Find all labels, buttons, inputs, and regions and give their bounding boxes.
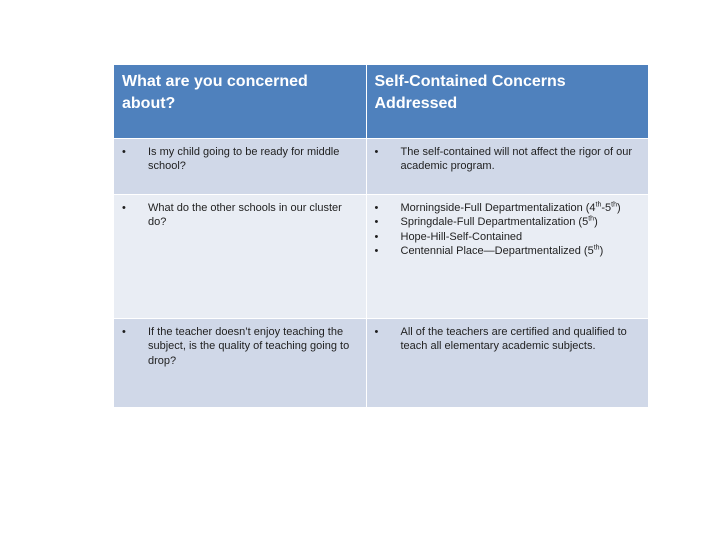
response-text: The self-contained will not affect the rigor of our academic program. <box>400 145 633 172</box>
bullet-icon: • <box>374 325 379 338</box>
concern-cell <box>114 194 366 318</box>
table-row <box>114 318 648 407</box>
table-row <box>114 194 648 318</box>
response-cell <box>366 318 648 407</box>
response-text: All of the teachers are certified and qualified to teach all elementary academic subjects. <box>400 325 627 352</box>
superscript: th <box>611 200 617 208</box>
bullet-icon: • <box>122 145 126 158</box>
list-item <box>120 325 360 369</box>
bullet-icon: • <box>374 145 379 158</box>
response-text: Morningside-Full Departmentalization (4 <box>400 201 596 214</box>
response-text: Springdale-Full Departmentalization (5 <box>400 216 589 228</box>
concerns-table <box>114 65 648 407</box>
response-cell <box>366 194 648 318</box>
list-item <box>373 244 643 259</box>
list-item <box>120 145 360 174</box>
list-item <box>373 230 643 245</box>
response-text: Hope-Hill-Self-Contained <box>400 230 523 243</box>
list-item <box>373 215 643 230</box>
bullet-icon: • <box>374 230 379 243</box>
table-header-row <box>114 65 648 138</box>
concern-text: If the teacher doesn’t enjoy teaching the subject, is the quality of teaching going to drop? <box>148 325 350 367</box>
header-addressed: Self-Contained Concerns Addressed <box>366 65 648 138</box>
bullet-icon: • <box>374 201 379 214</box>
bullet-icon: • <box>122 201 126 214</box>
list-item <box>373 145 643 174</box>
response-text: -5 <box>601 201 612 214</box>
header-concern: What are you concerned about? <box>114 65 366 138</box>
response-text: ) <box>617 201 621 214</box>
bullet-icon: • <box>374 245 379 257</box>
list-item <box>373 201 643 216</box>
concern-cell <box>114 318 366 407</box>
superscript: th <box>593 244 600 252</box>
response-cell <box>366 138 648 194</box>
superscript: th <box>588 215 595 223</box>
bullet-icon: • <box>122 325 126 338</box>
list-item <box>120 201 360 230</box>
superscript: th <box>595 200 602 208</box>
response-text: ) <box>599 245 604 257</box>
table-row <box>114 138 648 194</box>
concern-text: Is my child going to be ready for middle school? <box>148 145 340 172</box>
bullet-icon: • <box>374 216 379 228</box>
response-text: Centennial Place—Departmentalized (5 <box>400 245 594 257</box>
concern-text: What do the other schools in our cluster do? <box>148 201 342 228</box>
response-text: ) <box>594 216 598 228</box>
list-item <box>373 325 643 354</box>
concern-cell <box>114 138 366 194</box>
